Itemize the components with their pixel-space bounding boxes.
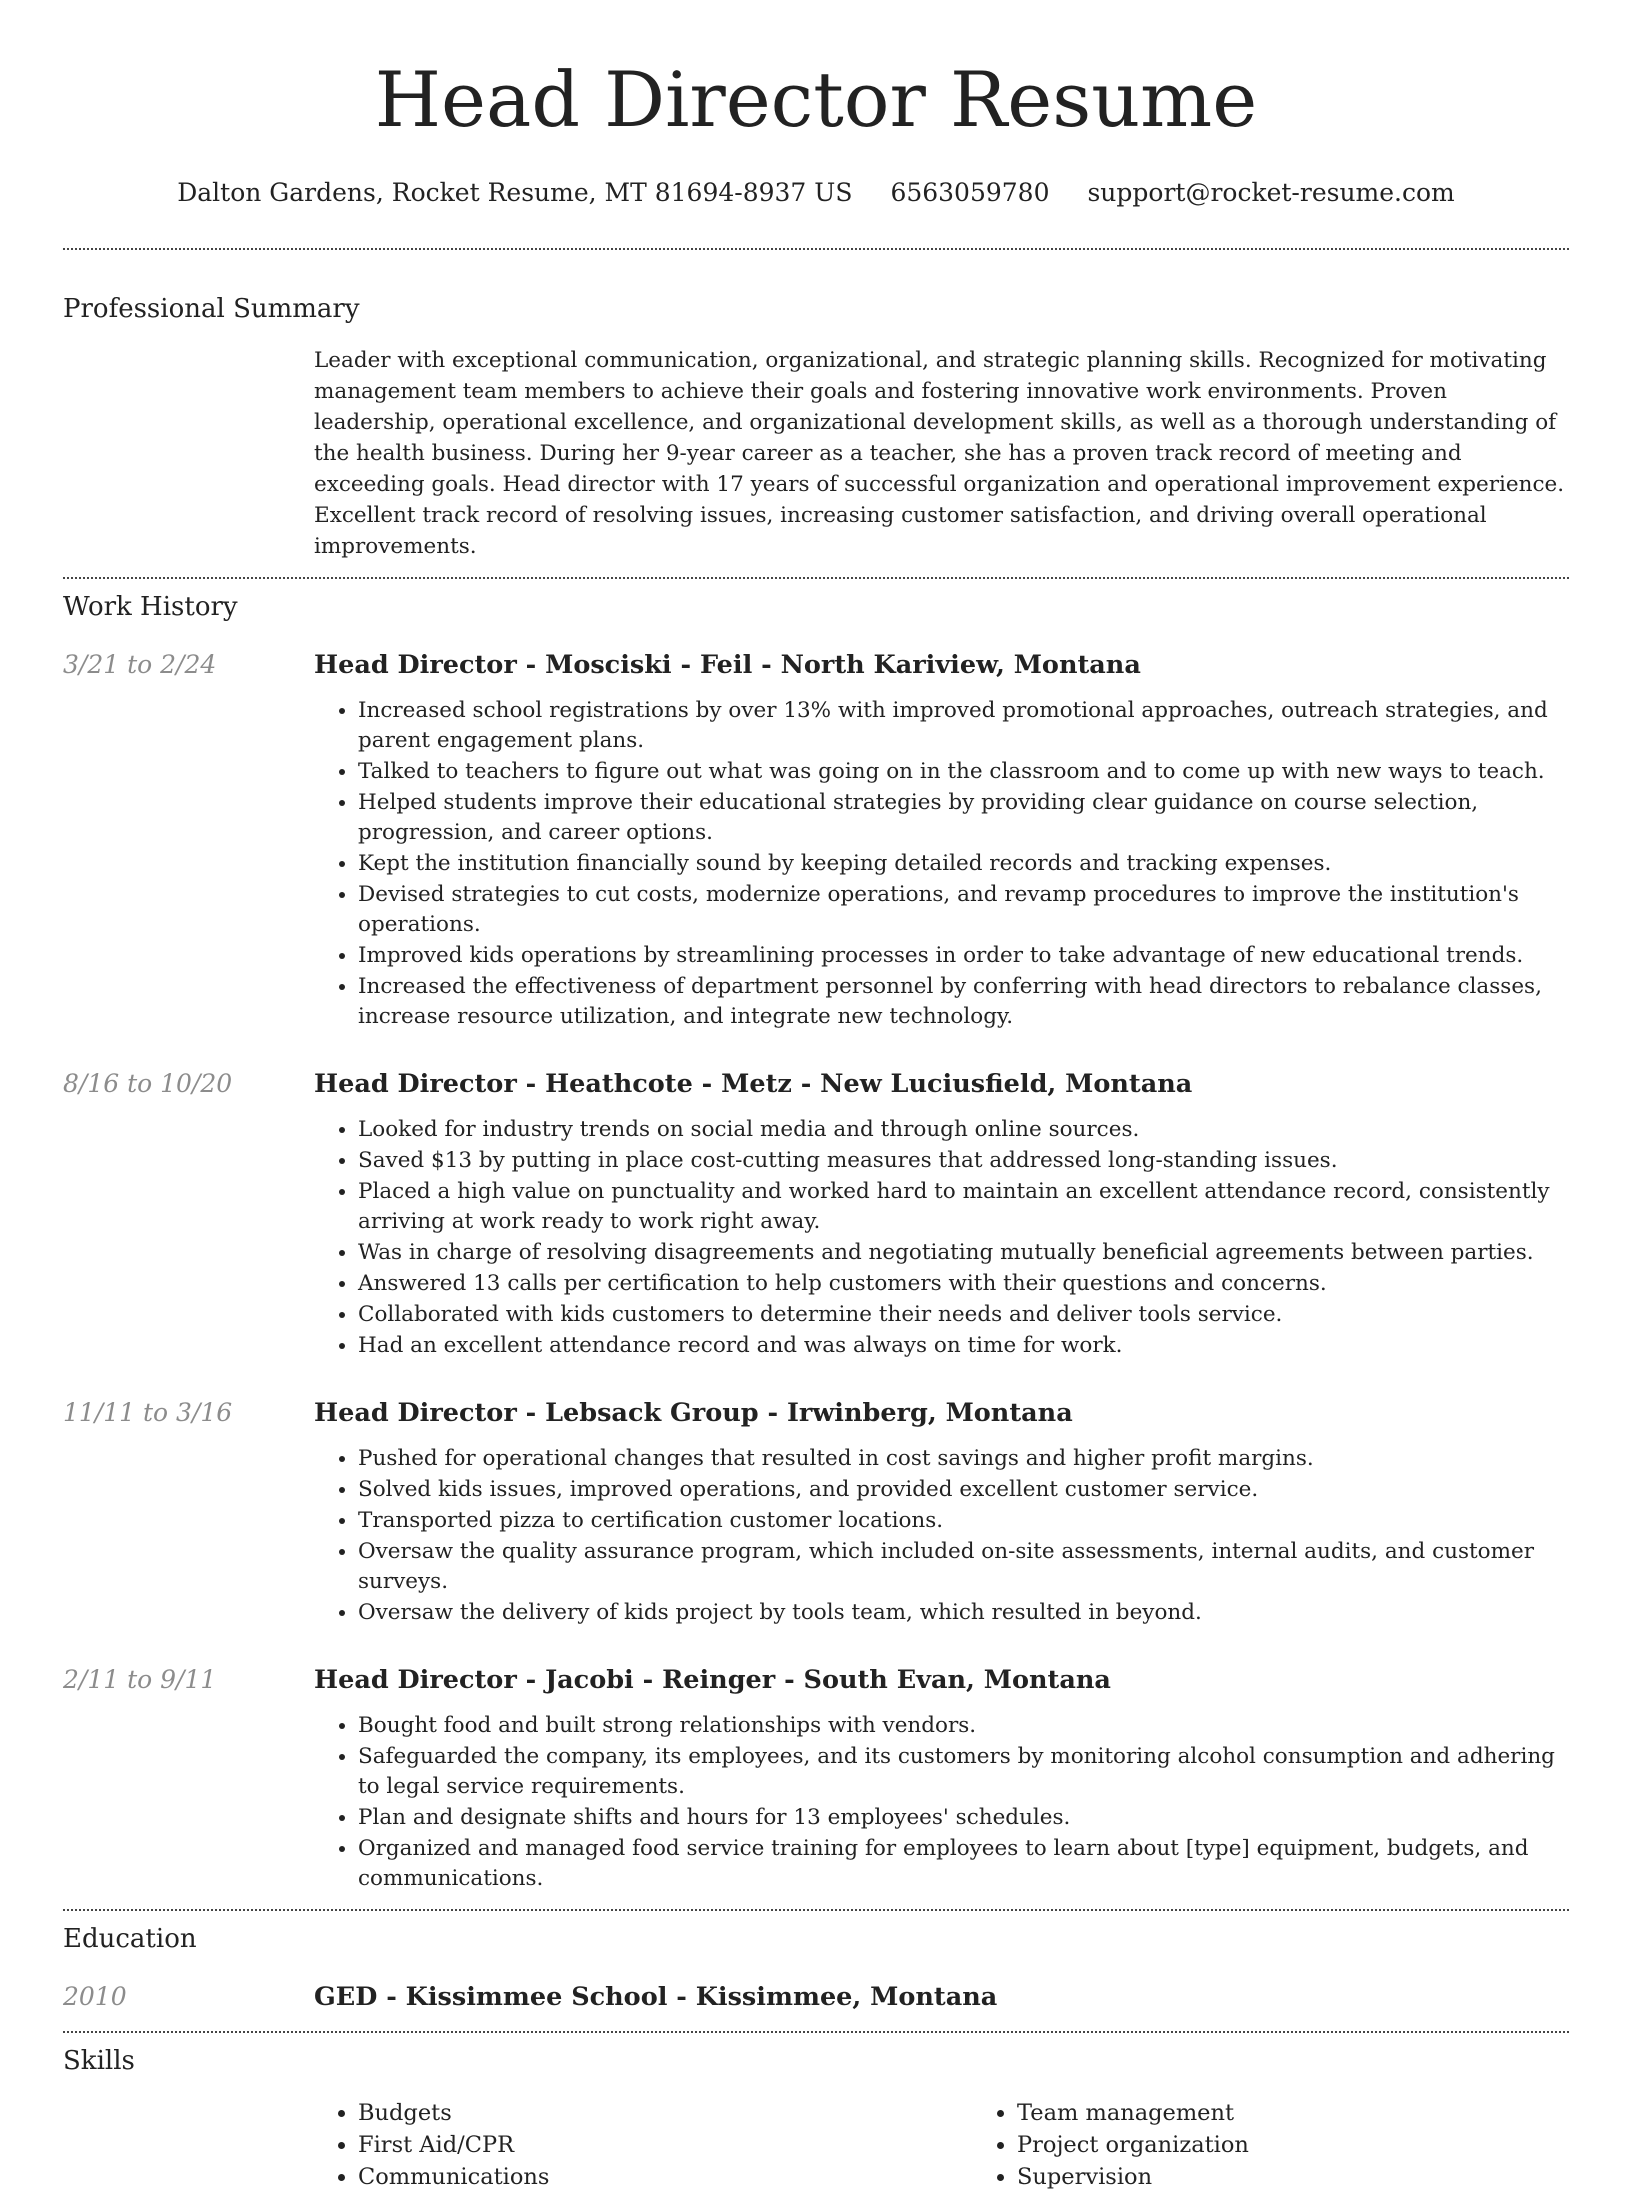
job-dates: 3/21 to 2/24 [63, 650, 217, 679]
list-item: • Increased the effectiveness of department personnel by conferring with head directors to rebalance classes, increase resource utilization, and integrate new technology. [358, 972, 1569, 1032]
resume-title: Head Director Resume [374, 55, 1258, 144]
skills-list-right [973, 2098, 1569, 2194]
work-section [63, 590, 1569, 1895]
job-bullets [314, 1444, 1569, 1628]
summary-section [63, 292, 1569, 562]
list-item: • Organized and managed food service training for employees to learn about [type] equipment, budgets, and communications. [358, 1834, 1569, 1894]
job-dates: 8/16 to 10/20 [63, 1069, 233, 1098]
list-item: • Plan and designate shifts and hours for 13 employees' schedules. [358, 1803, 1569, 1833]
skill-item: • Project organization [1017, 2130, 1569, 2161]
education-heading: Education [63, 1924, 197, 1954]
divider [63, 248, 1569, 250]
list-item: • Had an excellent attendance record and was always on time for work. [358, 1331, 1569, 1361]
skill-item: • Supervision [1017, 2162, 1569, 2193]
education-year: 2010 [63, 1982, 127, 2011]
summary-text: Leader with exceptional communication, organizational, and strategic planning skills. Recognized for motivating management team members to achieve their goals and fostering innovative work environments. Proven leadership, operational excellence, and organizational development skills, as well as a thorough understanding of the health business. During her 9-year career as a teacher, she has a proven track record of meeting and exceeding goals. Head director with 17 years of successful organization and operational improvement experience. Excellent track record of resolving issues, increasing customer satisfaction, and driving overall operational improvements. [314, 348, 1565, 559]
divider [63, 577, 1569, 579]
list-item: • Kept the institution financially sound by keeping detailed records and tracking expenses. [358, 849, 1569, 879]
education-entry [63, 1980, 1569, 2014]
job-entry [63, 1067, 1569, 1362]
list-item: • Bought food and built strong relationships with vendors. [358, 1711, 1569, 1741]
job-title: Head Director - Jacobi - Reinger - South Evan, Montana [314, 1665, 1111, 1695]
skill-item: • Team management [1017, 2098, 1569, 2129]
divider [63, 2031, 1569, 2033]
list-item: • Helped students improve their educational strategies by providing clear guidance on course selection, progression, and career options. [358, 788, 1569, 848]
skills-heading: Skills [63, 2046, 135, 2076]
summary-heading: Professional Summary [63, 294, 360, 324]
job-bullets [314, 1711, 1569, 1894]
list-item: • Talked to teachers to figure out what was going on in the classroom and to come up with new ways to teach. [358, 757, 1569, 787]
list-item: • Was in charge of resolving disagreements and negotiating mutually beneficial agreements between parties. [358, 1238, 1569, 1268]
list-item: • Placed a high value on punctuality and worked hard to maintain an excellent attendance record, consistently arriving at work ready to work right away. [358, 1177, 1569, 1237]
list-item: • Improved kids operations by streamlining processes in order to take advantage of new educational trends. [358, 941, 1569, 971]
skill-item: • First Aid/CPR [358, 2130, 973, 2161]
list-item: • Increased school registrations by over 13% with improved promotional approaches, outreach strategies, and parent engagement plans. [358, 696, 1569, 756]
job-title: Head Director - Mosciski - Feil - North Kariview, Montana [314, 650, 1141, 680]
list-item: • Pushed for operational changes that resulted in cost savings and higher profit margins. [358, 1444, 1569, 1474]
list-item: • Oversaw the delivery of kids project by tools team, which resulted in beyond. [358, 1598, 1569, 1628]
list-item: • Transported pizza to certification customer locations. [358, 1506, 1569, 1536]
job-dates: 2/11 to 9/11 [63, 1665, 217, 1694]
skills-section [63, 2044, 1569, 2194]
job-dates: 11/11 to 3/16 [63, 1398, 233, 1427]
job-entry [63, 1663, 1569, 1895]
list-item: • Collaborated with kids customers to determine their needs and deliver tools service. [358, 1300, 1569, 1330]
work-heading: Work History [63, 592, 238, 622]
contact-line [63, 176, 1569, 210]
education-degree: GED - Kissimmee School - Kissimmee, Montana [314, 1982, 998, 2012]
education-section [63, 1922, 1569, 2014]
list-item: • Solved kids issues, improved operations, and provided excellent customer service. [358, 1475, 1569, 1505]
list-item: • Looked for industry trends on social media and through online sources. [358, 1115, 1569, 1145]
divider [63, 1909, 1569, 1911]
list-item: • Devised strategies to cut costs, modernize operations, and revamp procedures to improve the institution's operations. [358, 880, 1569, 940]
job-entry [63, 648, 1569, 1033]
job-bullets [314, 1115, 1569, 1361]
skills-list-left [314, 2098, 973, 2194]
contact-phone: 6563059780 [890, 178, 1050, 207]
list-item: • Answered 13 calls per certification to help customers with their questions and concerns. [358, 1269, 1569, 1299]
list-item: • Oversaw the quality assurance program, which included on-site assessments, internal audits, and customer surveys. [358, 1537, 1569, 1597]
skill-item: • Budgets [358, 2098, 973, 2129]
skill-item: • Communications [358, 2162, 973, 2193]
job-bullets [314, 696, 1569, 1032]
job-title: Head Director - Heathcote - Metz - New Luciusfield, Montana [314, 1069, 1193, 1099]
contact-address: Dalton Gardens, Rocket Resume, MT 81694-8937 US [177, 178, 853, 207]
list-item: • Safeguarded the company, its employees, and its customers by monitoring alcohol consumption and adhering to legal service requirements. [358, 1742, 1569, 1802]
list-item: • Saved $13 by putting in place cost-cutting measures that addressed long-standing issues. [358, 1146, 1569, 1176]
job-title: Head Director - Lebsack Group - Irwinberg, Montana [314, 1398, 1073, 1428]
contact-email: support@rocket-resume.com [1087, 178, 1455, 207]
job-entry [63, 1396, 1569, 1629]
